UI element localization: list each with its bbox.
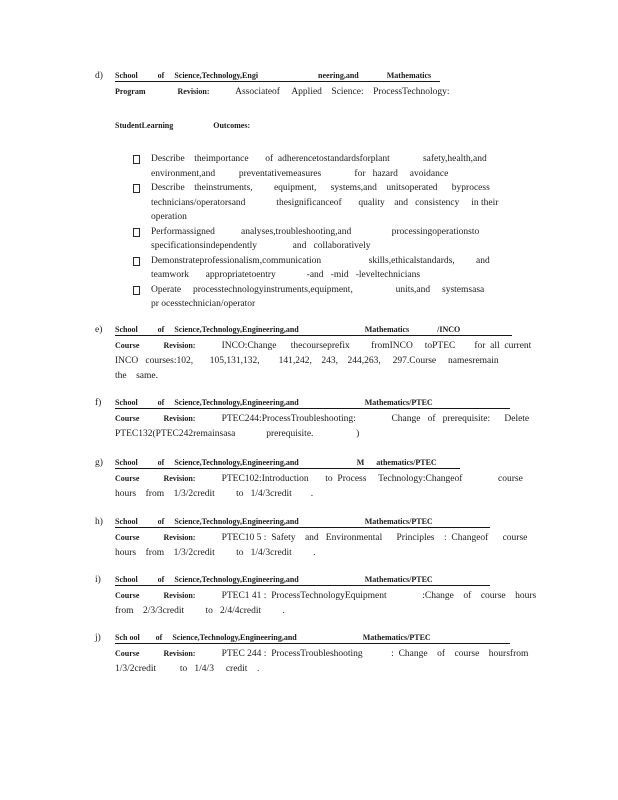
course-revision-line — [115, 587, 537, 603]
item-letter: d) — [95, 71, 103, 81]
item-i — [95, 574, 537, 618]
bullet-text-line: Operate processtechnologyinstruments,equipment, units,and systemsasa — [151, 284, 485, 295]
item-letter: g) — [95, 458, 103, 468]
course-revision-label: Course Revision: — [115, 341, 196, 350]
course-revision-line — [115, 337, 532, 353]
item-body — [115, 397, 530, 441]
list-item — [133, 152, 523, 181]
school-heading: Sch ool of Science,Technology,Engineering,and Mathematics/PTEC — [115, 632, 510, 644]
item-body — [115, 457, 523, 501]
body-text-line: INCO courses:102, 105,131,132, 141,242, 243, 244,263, 297.Course namesremain — [115, 356, 499, 366]
outcomes-bullet-list — [133, 152, 523, 312]
body-text-line: 1/3/2credit to 1/4/3 credit . — [115, 664, 260, 674]
bullet-text-line: Describe theimportance of adherencetostandardsforplant safety,health,and — [151, 154, 487, 164]
bullet-text-line: teamwork appropriatetoentry -and -mid -leveltechnicians — [151, 270, 421, 280]
item-letter: h) — [95, 517, 103, 527]
item-j — [95, 632, 529, 676]
course-revision-text: PTEC244:ProcessTroubleshooting: Change of prerequisite: Delete — [195, 414, 530, 424]
course-revision-line — [115, 470, 523, 486]
course-revision-label: Course Revision: — [115, 591, 196, 600]
item-body — [115, 574, 537, 618]
empty-box-bullet-icon — [133, 155, 140, 164]
course-revision-label: Course Revision: — [115, 649, 196, 658]
body-text-line: hours from 1/3/2credit to 1/4/3credit . — [115, 548, 316, 558]
school-heading: School of Science,Technology,Engineering,and Mathematics/PTEC — [115, 397, 510, 409]
empty-box-bullet-icon — [133, 228, 140, 237]
bullet-text-line: operation — [151, 212, 187, 222]
school-heading: School of Science,Technology,Engineering,and M athematics/PTEC — [115, 457, 460, 469]
course-revision-line — [115, 410, 530, 426]
item-body — [115, 632, 529, 676]
body-text-line: from 2/3/3credit to 2/4/4credit . — [115, 606, 285, 616]
item-f — [95, 397, 530, 441]
item-body — [115, 324, 532, 383]
list-item — [133, 283, 523, 312]
item-body — [115, 70, 523, 312]
school-heading: School of Science,Technology,Engineering,and Mathematics /INCO — [115, 324, 512, 336]
item-letter: e) — [95, 325, 103, 335]
empty-box-bullet-icon — [133, 257, 140, 266]
course-revision-text: PTEC 244 : ProcessTroubleshooting : Change of course hoursfrom — [195, 649, 529, 659]
body-text-line: PTEC132(PTEC242remainsasa prerequisite. ) — [115, 429, 360, 439]
course-revision-label: Course Revision: — [115, 474, 196, 483]
empty-box-bullet-icon — [133, 184, 140, 193]
student-learning-outcomes-heading: StudentLearning Outcomes: — [115, 121, 251, 130]
course-revision-label: Course Revision: — [115, 414, 196, 423]
program-revision-label: Program Revision: — [115, 87, 210, 96]
bullet-text-line: Performassigned analyses,troubleshooting,and processingoperationsto — [151, 226, 480, 237]
school-heading: School of Science,Technology,Engineering,and Mathematics/PTEC — [115, 516, 490, 528]
item-letter: i) — [95, 575, 101, 585]
item-e — [95, 324, 532, 383]
item-letter: j) — [95, 633, 101, 643]
bullet-text-line: environment,and preventativemeasures for hazard avoidance — [151, 168, 449, 179]
program-revision-text: Associateof Applied Science: ProcessTechnology: — [209, 87, 450, 97]
item-d — [95, 70, 523, 312]
item-body — [115, 516, 528, 560]
program-revision-line — [115, 83, 523, 99]
bullet-text-line: Demonstrateprofessionalism,communication skills,ethicalstandards, and — [151, 255, 490, 266]
bullet-text-line: technicians/operatorsand thesignificanceof quality and consistency in their — [151, 197, 499, 208]
course-revision-text: PTEC102:Introduction to Process Technology:Changeof course — [195, 474, 523, 484]
list-item — [133, 181, 523, 225]
course-revision-text: PTEC1 41 : ProcessTechnologyEquipment :Change of course hours — [195, 591, 537, 601]
course-revision-text: INCO:Change thecourseprefix fromINCO toPTEC for all current — [195, 341, 532, 351]
empty-box-bullet-icon — [133, 286, 140, 295]
school-heading: School of Science,Technology,Engi neering,and Mathematics — [115, 70, 440, 82]
list-item — [133, 254, 523, 283]
course-revision-label: Course Revision: — [115, 533, 196, 542]
item-h — [95, 516, 528, 560]
course-revision-line — [115, 645, 529, 661]
list-item — [133, 225, 523, 254]
item-letter: f) — [95, 398, 102, 408]
body-text-line: the same. — [115, 371, 159, 381]
bullet-text-line: specificationsindependently and collaboratively — [151, 241, 371, 251]
bullet-text-line: Describe theinstruments, equipment, systems,and unitsoperated byprocess — [151, 183, 490, 193]
school-heading: School of Science,Technology,Engineering,and Mathematics/PTEC — [115, 574, 490, 586]
bullet-text-line: pr ocesstechnician/operator — [151, 299, 256, 309]
item-g — [95, 457, 523, 501]
body-text-line: hours from 1/3/2credit to 1/4/3credit . — [115, 489, 314, 499]
course-revision-text: PTEC10 5 : Safety and Environmental Principles : Changeof course — [195, 533, 528, 543]
course-revision-line — [115, 529, 528, 545]
